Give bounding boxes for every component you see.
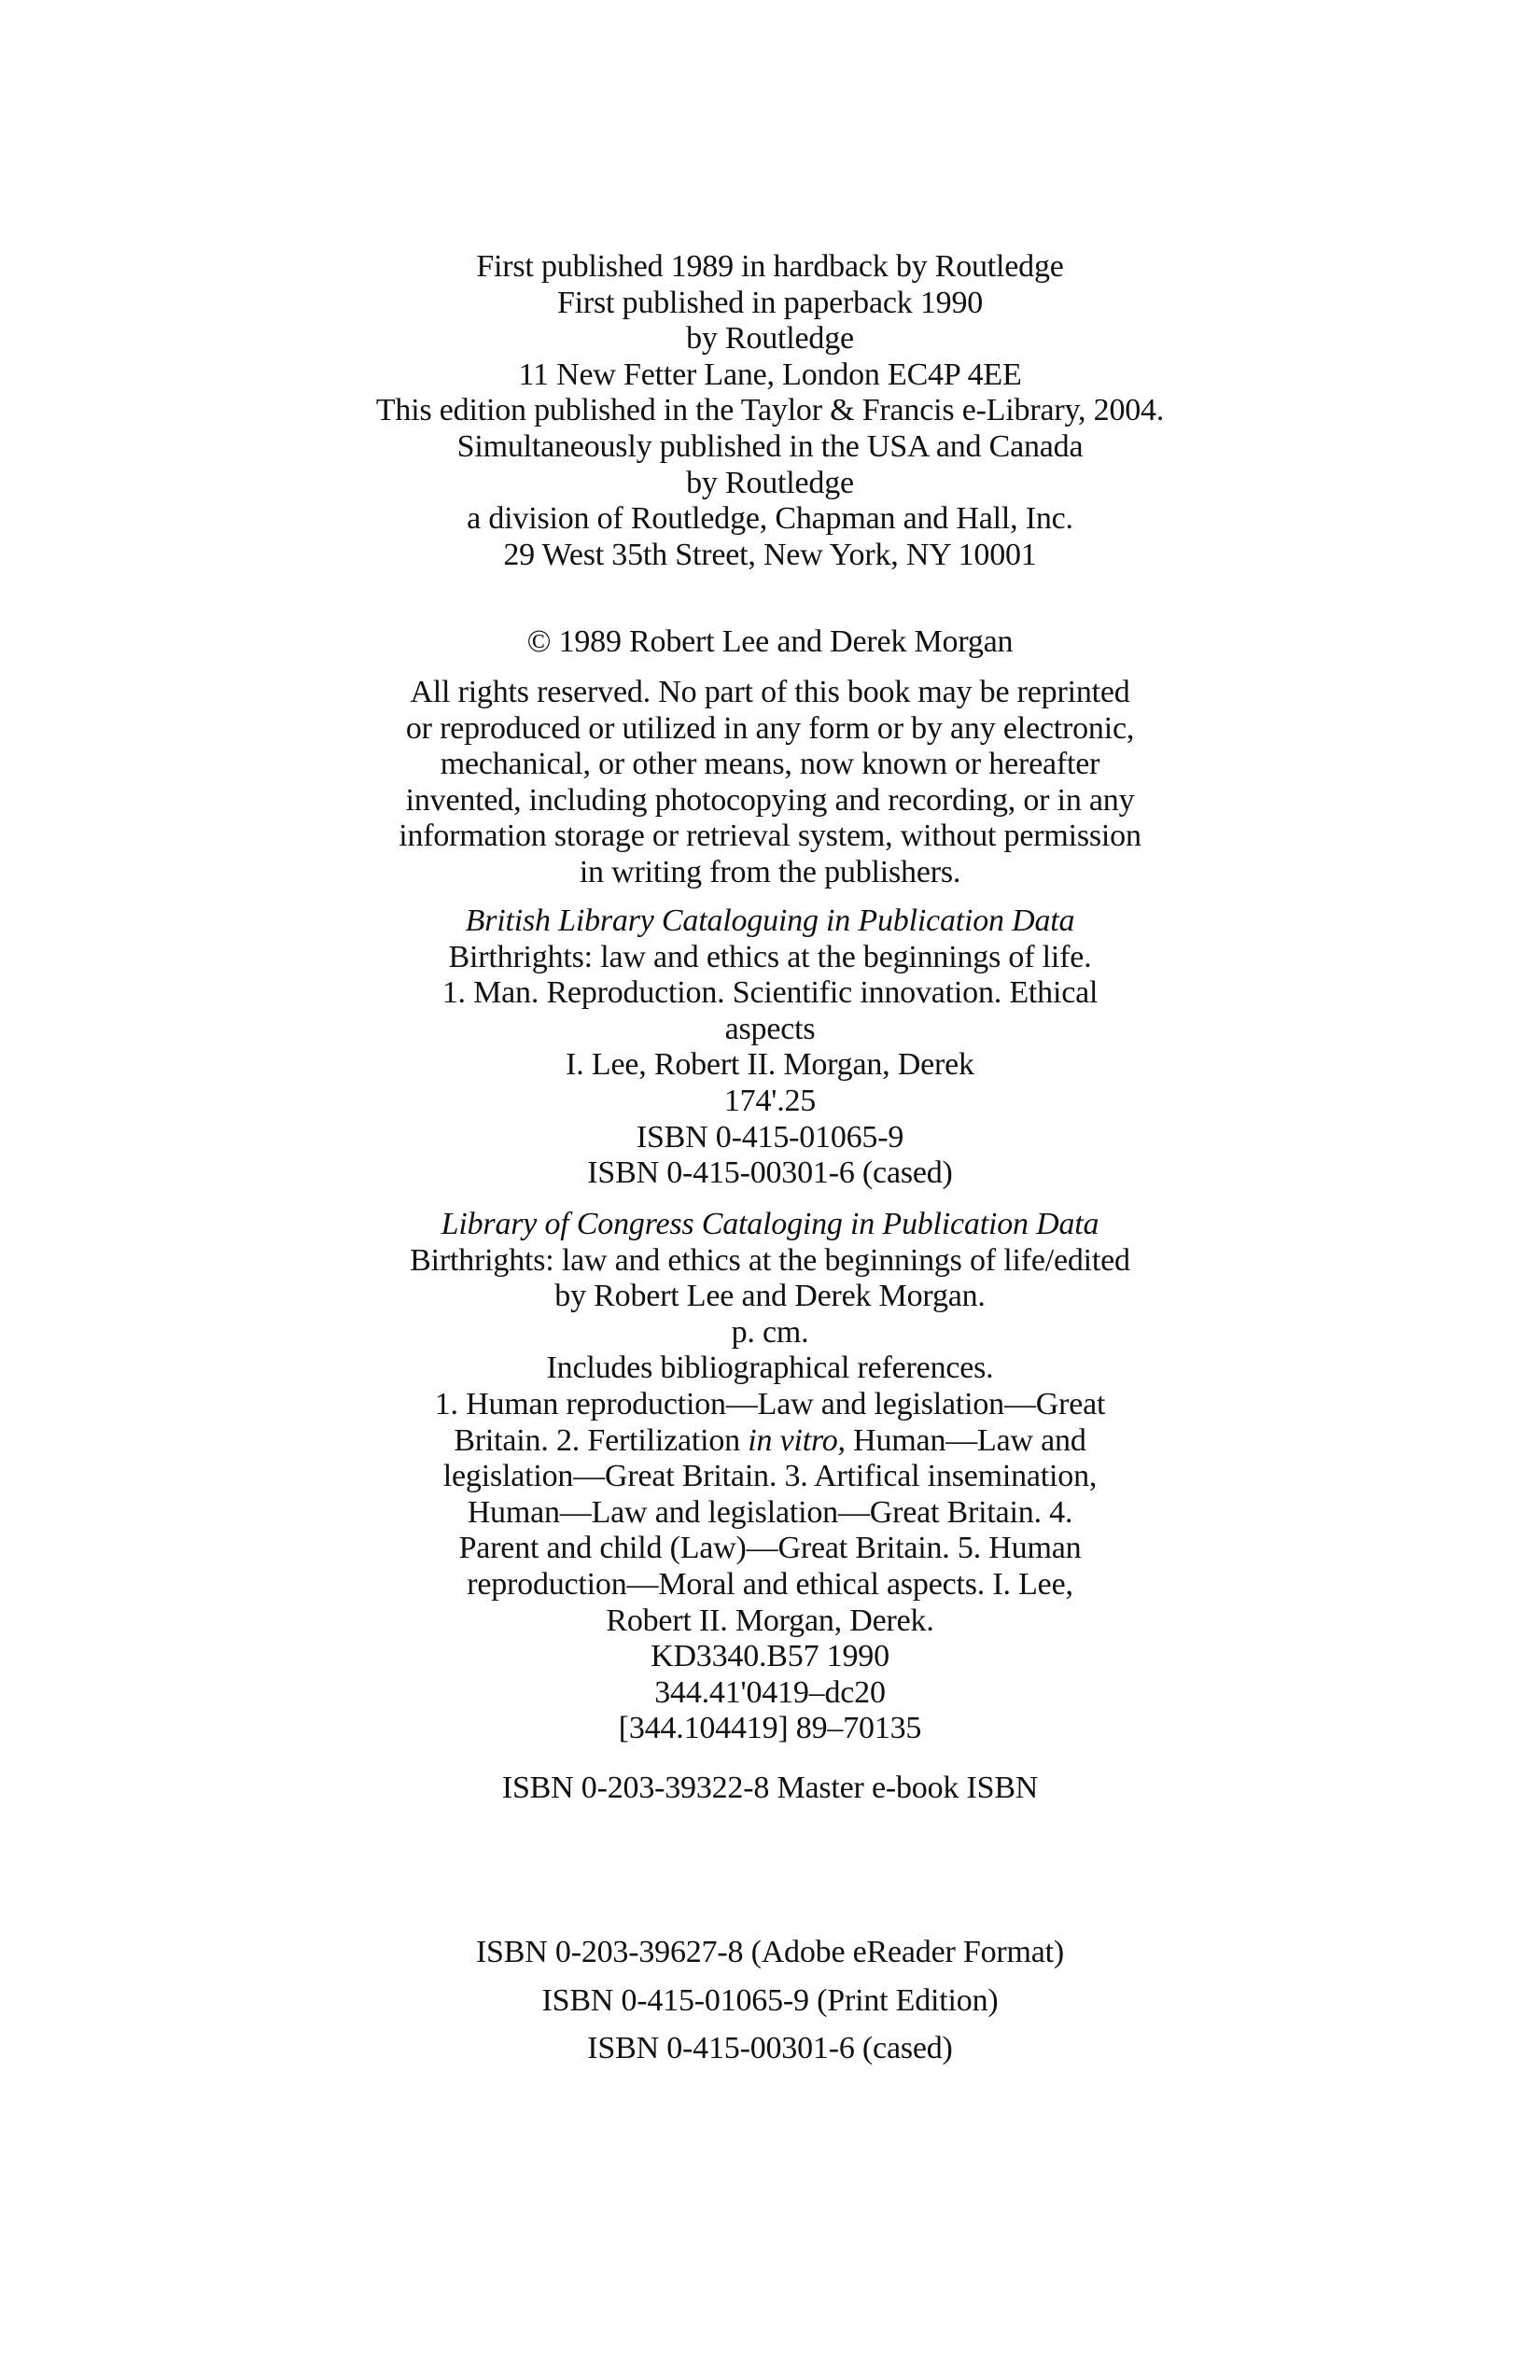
copyright-text: © 1989 Robert Lee and Derek Morgan xyxy=(526,624,1014,659)
publication-line: a division of Routledge, Chapman and Hall, Inc. xyxy=(467,501,1073,537)
isbn-line: ISBN 0-203-39627-8 (Adobe eReader Format) xyxy=(475,1935,1065,1969)
rights-line: invented, including photocopying and recording, or in any xyxy=(405,782,1135,818)
cip-line: Includes bibliographical references. xyxy=(546,1351,994,1386)
cip-line: ISBN 0-415-00301-6 (cased) xyxy=(587,1155,953,1191)
cip-line: 1. Human reproduction—Law and legislation—Great xyxy=(434,1386,1106,1421)
publication-line: 11 New Fetter Lane, London EC4P 4EE xyxy=(518,357,1022,392)
cip-line: Robert II. Morgan, Derek. xyxy=(606,1603,934,1638)
publication-line: This edition published in the Taylor & Francis e-Library, 2004. xyxy=(375,393,1165,428)
cip-italic-term: in vitro, xyxy=(748,1422,846,1458)
publication-line: 29 West 35th Street, New York, NY 10001 xyxy=(503,537,1037,572)
british-library-heading: British Library Cataloguing in Publication Data xyxy=(465,903,1075,938)
cip-line: by Robert Lee and Derek Morgan. xyxy=(554,1279,986,1314)
cip-text: Human—Law and xyxy=(845,1422,1086,1458)
cip-line: Birthrights: law and ethics at the beginnings of life. xyxy=(448,939,1092,974)
publication-history xyxy=(0,249,1540,573)
cip-line: p. cm. xyxy=(731,1314,809,1350)
cip-line: Parent and child (Law)—Great Britain. 5. Human xyxy=(458,1531,1082,1566)
rights-line: All rights reserved. No part of this book may be reprinted xyxy=(410,675,1130,709)
library-of-congress-heading: Library of Congress Cataloging in Publication Data xyxy=(441,1207,1099,1241)
cip-line: ISBN 0-415-01065-9 xyxy=(636,1119,904,1155)
cip-line: Birthrights: law and ethics at the beginnings of life/edited xyxy=(410,1242,1130,1278)
british-library-cip xyxy=(0,903,1540,1192)
rights-line: information storage or retrieval system, without permission xyxy=(399,819,1141,854)
cip-line: legislation—Great Britain. 3. Artifical insemination, xyxy=(442,1459,1098,1494)
publication-line: by Routledge xyxy=(686,321,854,357)
cip-line: 344.41'0419–dc20 xyxy=(654,1674,886,1710)
library-of-congress-cip xyxy=(0,1207,1540,1747)
cip-line: 174'.25 xyxy=(723,1083,817,1118)
rights-statement xyxy=(0,675,1540,891)
publication-line: Simultaneously published in the USA and Canada xyxy=(456,428,1084,464)
publication-line: First published in paperback 1990 xyxy=(556,285,984,320)
master-isbn xyxy=(0,1771,1540,1807)
copyright-notice xyxy=(0,624,1540,661)
cip-line: Human—Law and legislation—Great Britain. 4. xyxy=(467,1494,1073,1530)
rights-line: mechanical, or other means, now known or hereafter xyxy=(440,747,1100,782)
rights-line: or reproduced or utilized in any form or by any electronic, xyxy=(405,710,1135,746)
isbn-line: ISBN 0-203-39322-8 Master e-book ISBN xyxy=(501,1771,1039,1805)
isbn-line: ISBN 0-415-00301-6 (cased) xyxy=(587,2031,953,2065)
cip-text: Britain. 2. Fertilization xyxy=(454,1422,749,1458)
cip-line: [344.104419] 89–70135 xyxy=(618,1711,922,1746)
isbn-line: ISBN 0-415-01065-9 (Print Edition) xyxy=(541,1982,999,2018)
rights-line: in writing from the publishers. xyxy=(579,854,961,889)
cip-line: reproduction—Moral and ethical aspects. I. Lee, xyxy=(467,1566,1073,1602)
edition-isbns xyxy=(0,1928,1540,2073)
cip-line: I. Lee, Robert II. Morgan, Derek xyxy=(566,1047,974,1083)
cip-line-mixed xyxy=(0,1423,1540,1460)
cip-line: aspects xyxy=(724,1011,816,1046)
cip-line: 1. Man. Reproduction. Scientific innovation. Ethical xyxy=(441,975,1099,1011)
publication-line: First published 1989 in hardback by Routledge xyxy=(476,249,1064,284)
cip-line: KD3340.B57 1990 xyxy=(651,1639,889,1674)
publication-line: by Routledge xyxy=(686,465,854,500)
